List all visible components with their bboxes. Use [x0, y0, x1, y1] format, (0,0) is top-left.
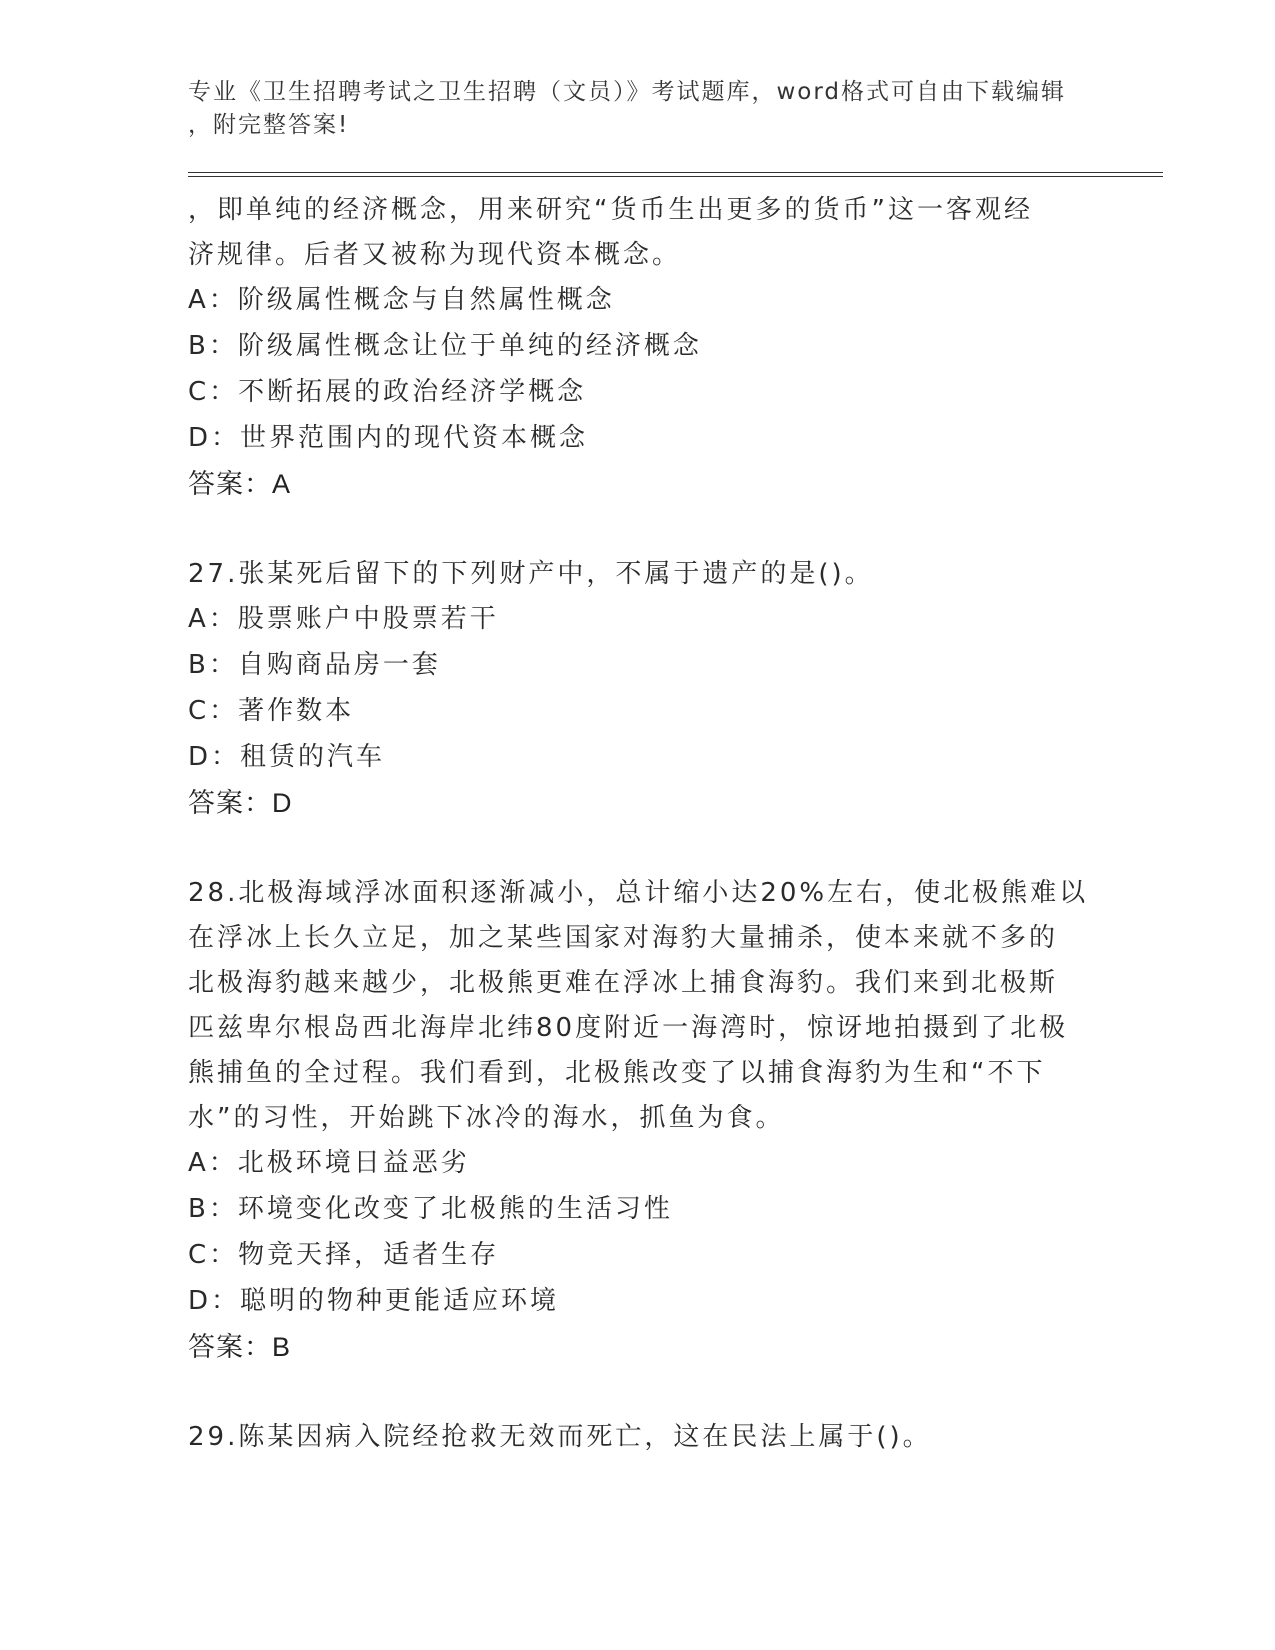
page-content: [188, 188, 1088, 1460]
question-text-line: 熊捕鱼的全过程。我们看到，北极熊改变了以捕食海豹为生和“不下: [188, 1058, 1046, 1088]
question-title: 29.陈某因病入院经抢救无效而死亡，这在民法上属于()。: [188, 1422, 932, 1452]
header-title-line-1: 专业《卫生招聘考试之卫生招聘（文员）》考试题库，word格式可自由下载编辑: [188, 79, 1067, 105]
question-text-line: 北极海豹越来越少，北极熊更难在浮冰上捕食海豹。我们来到北极斯: [188, 968, 1059, 998]
spacer: [188, 508, 1088, 552]
header-rule-top: [188, 172, 1163, 173]
question-carryover: [188, 188, 1088, 508]
option-a: A：北极环境日益恶劣: [188, 1148, 470, 1178]
question-text-line: 水”的习性，开始跳下冰冷的海水，抓鱼为食。: [188, 1103, 785, 1133]
question-27: [188, 552, 1088, 827]
answer: 答案：A: [188, 469, 292, 499]
option-c: C：不断拓展的政治经济学概念: [188, 377, 587, 407]
header-title-line-2: ，附完整答案!: [188, 112, 350, 138]
option-b: B：环境变化改变了北极熊的生活习性: [188, 1194, 673, 1224]
option-c: C：物竞天择，适者生存: [188, 1240, 500, 1270]
answer: 答案：D: [188, 788, 293, 818]
header-rule-bottom: [188, 176, 1163, 177]
question-29: [188, 1415, 1088, 1460]
question-text-line: 济规律。后者又被称为现代资本概念。: [188, 240, 682, 270]
question-28: [188, 871, 1088, 1371]
option-d: D：世界范围内的现代资本概念: [188, 423, 589, 453]
option-a: A：股票账户中股票若干: [188, 604, 499, 634]
spacer: [188, 1371, 1088, 1415]
answer: 答案：B: [188, 1332, 292, 1362]
page-header: [188, 76, 1088, 142]
option-c: C：著作数本: [188, 696, 355, 726]
question-text-line: 匹兹卑尔根岛西北海岸北纬80度附近一海湾时，惊讶地拍摄到了北极: [188, 1013, 1069, 1043]
option-d: D：聪明的物种更能适应环境: [188, 1286, 560, 1316]
option-b: B：阶级属性概念让位于单纯的经济概念: [188, 331, 702, 361]
question-text-line: 在浮冰上长久立足，加之某些国家对海豹大量捕杀，使本来就不多的: [188, 923, 1059, 953]
option-d: D：租赁的汽车: [188, 742, 386, 772]
question-title: 27.张某死后留下的下列财产中，不属于遗产的是()。: [188, 559, 874, 589]
option-b: B：自购商品房一套: [188, 650, 441, 680]
spacer: [188, 827, 1088, 871]
option-a: A：阶级属性概念与自然属性概念: [188, 285, 615, 315]
question-text-line: 28.北极海域浮冰面积逐渐减小，总计缩小达20%左右，使北极熊难以: [188, 878, 1089, 908]
question-text-line: ，即单纯的经济概念，用来研究“货币生出更多的货币”这一客观经: [188, 195, 1033, 225]
